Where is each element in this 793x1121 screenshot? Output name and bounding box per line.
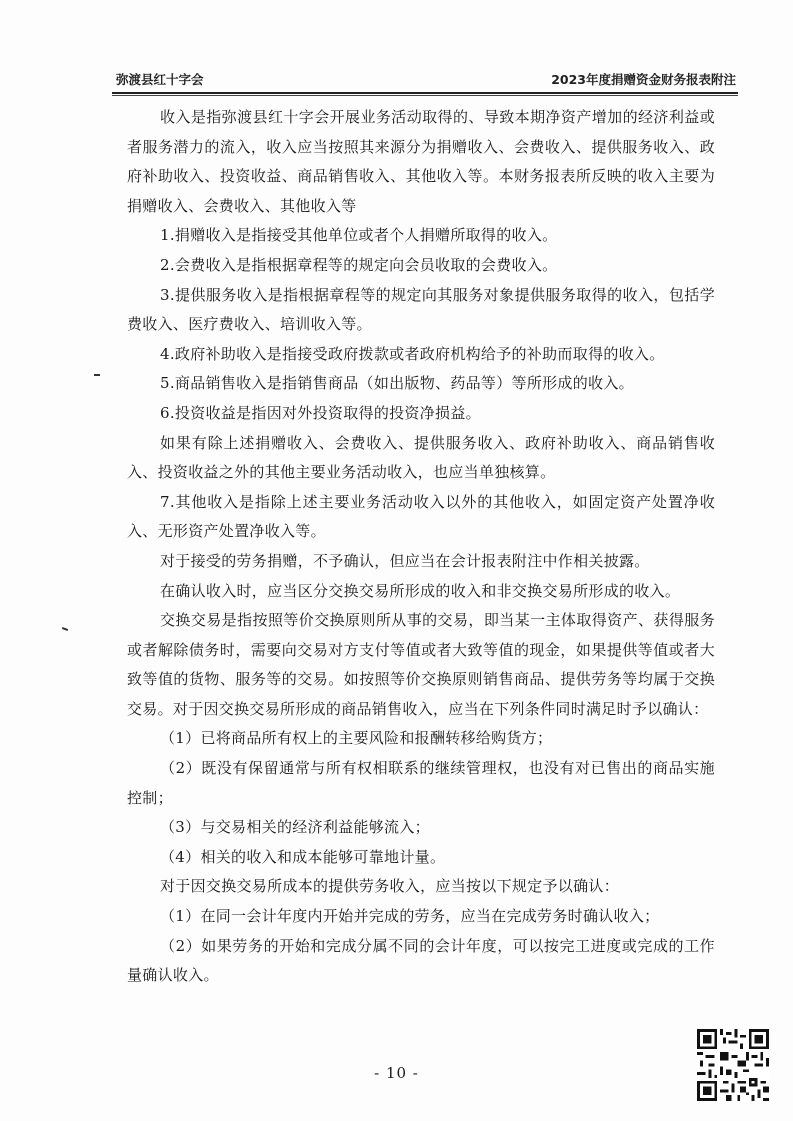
body-text [127, 103, 715, 991]
paragraph-item-4: 4.政府补助收入是指接受政府拨款或者政府机构给予的补助而取得的收入。 [160, 344, 665, 363]
paragraph-labor-donation: 对于接受的劳务捐赠，不予确认，但应当在会计报表附注中作相关披露。 [160, 551, 650, 570]
page-number: - 10 - [374, 1064, 419, 1082]
paragraph-item-5: 5.商品销售收入是指销售商品（如出版物、药品等）等所形成的收入。 [160, 374, 634, 393]
paragraph-service-rule-2: （2）如果劳务的开始和完成分属不同的会计年度，可以按完工进度或完成的工作量确认收入。 [127, 936, 715, 985]
header-org-name: 弥渡县红十字会 [116, 72, 204, 87]
header-report-title: 2023年度捐赠资金财务报表附注 [551, 72, 736, 87]
scan-artifact [62, 627, 68, 631]
paragraph-condition-2: （2）既没有保留通常与所有权相联系的继续管理权，也没有对已售出的商品实施控制； [127, 759, 715, 807]
paragraph-item-3: 3.提供服务收入是指根据章程等的规定向其服务对象提供服务取得的收入，包括学费收入、医疗费收入、培训收入等。 [127, 285, 715, 334]
paragraph-item-2: 2.会费收入是指根据章程等的规定向会员收取的会费收入。 [160, 255, 558, 274]
paragraph-recognition: 在确认收入时，应当区分交换交易所形成的收入和非交换交易所形成的收入。 [160, 581, 681, 600]
paragraph-item-7: 7.其他收入是指除上述主要业务活动收入以外的其他收入，如固定资产处置净收入、无形资产处置净收入等。 [127, 492, 715, 541]
paragraph-condition-3: （3）与交易相关的经济利益能够流入； [160, 818, 430, 837]
paragraph-condition-1: （1）已将商品所有权上的主要风险和报酬转移给购货方； [160, 729, 553, 748]
page-header [112, 68, 738, 94]
paragraph-service-rule-1: （1）在同一会计年度内开始并完成的劳务，应当在完成劳务时确认收入； [160, 907, 660, 926]
header-rule [112, 95, 738, 96]
paragraph-condition-4: （4）相关的收入和成本能够可靠地计量。 [160, 847, 446, 866]
paragraph-exchange-transaction: 交换交易是指按照等价交换原则所从事的交易，即当某一主体取得资产、获得服务或者解除债务时，需要向交易对方支付等值或者大致等值的现金，如果提供等值或者大致等值的货物、服务等的交易。如按照等价交换原则销售商品、提供劳务等均属于交换交易。对于因交换交易所形成的商品销售收入，应当在下列条件同时满足时予以确认： [127, 611, 715, 718]
paragraph-item-6: 6.投资收益是指因对外投资取得的投资净损益。 [160, 403, 481, 422]
scan-artifact [94, 374, 100, 376]
paragraph-service-income: 对于因交换交易所成本的提供劳务收入，应当按以下规定予以确认： [160, 877, 620, 896]
paragraph-other-main-income: 如果有除上述捐赠收入、会费收入、提供服务收入、政府补助收入、商品销售收入、投资收益之外的其他主要业务活动收入，也应当单独核算。 [127, 433, 715, 482]
paragraph-income-definition: 收入是指弥渡县红十字会开展业务活动取得的、导致本期净资产增加的经济利益或者服务潜力的流入，收入应当按照其来源分为捐赠收入、会费收入、提供服务收入、政府补助收入、投资收益、商品销售收入、其他收入等。本财务报表所反映的收入主要为捐赠收入、会费收入、其他收入等 [127, 108, 715, 215]
qr-code-image [697, 1029, 769, 1101]
paragraph-item-1: 1.捐赠收入是指接受其他单位或者个人捐赠所取得的收入。 [160, 226, 558, 245]
